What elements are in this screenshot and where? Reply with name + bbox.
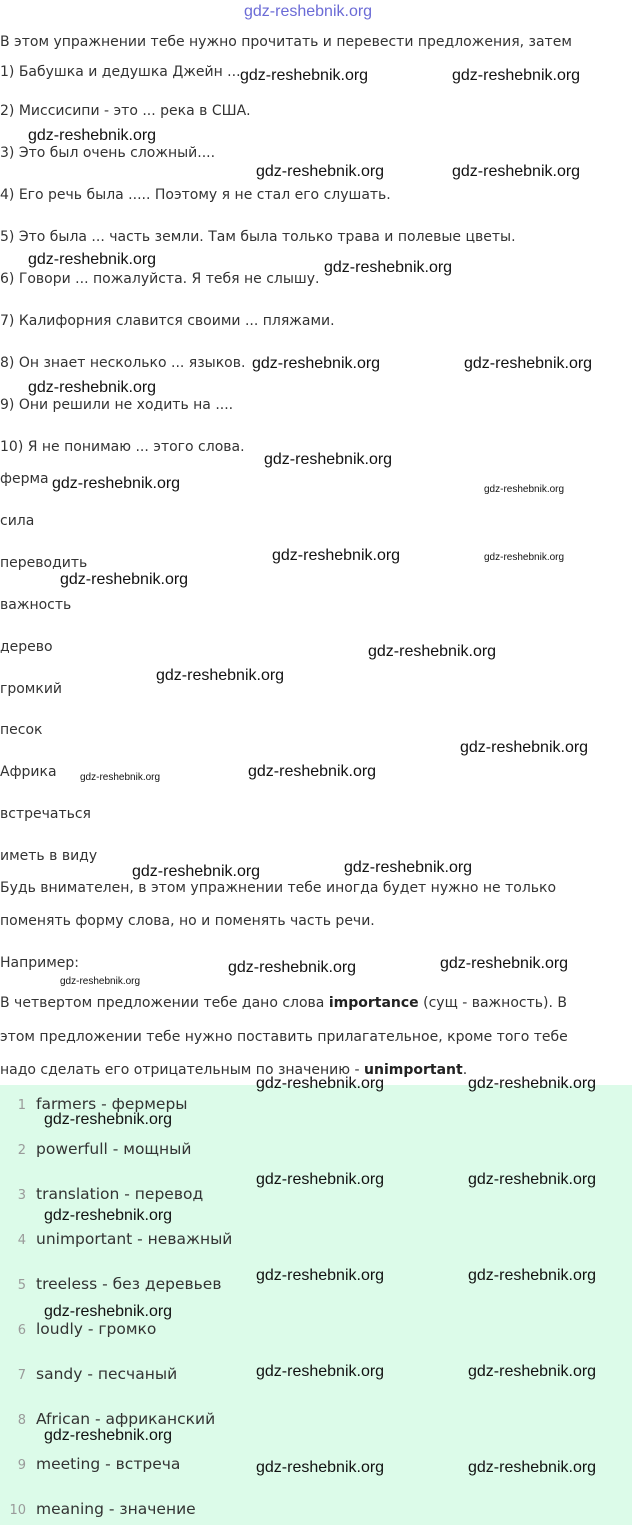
sentence-1: 1) Бабушка и дедушка Джейн ... <box>0 64 241 80</box>
watermark-small: gdz-reshebnik.org <box>484 552 565 563</box>
answer-text: meaning - значение <box>36 1500 196 1518</box>
watermark: gdz-reshebnik.org <box>256 1075 385 1092</box>
watermark: gdz-reshebnik.org <box>468 1171 597 1188</box>
word-8: Африка <box>0 764 57 780</box>
answer-5 <box>0 1275 221 1293</box>
answer-text: meeting - встреча <box>36 1455 181 1473</box>
word-6: громкий <box>0 681 63 697</box>
answer-text: farmers - фермеры <box>36 1095 188 1113</box>
answer-text: loudly - громко <box>36 1320 157 1338</box>
watermark: gdz-reshebnik.org <box>256 1267 385 1284</box>
answer-text: translation - перевод <box>36 1185 204 1203</box>
answer-number: 6 <box>17 1323 26 1338</box>
watermark: gdz-reshebnik.org <box>44 1427 173 1444</box>
watermark: gdz-reshebnik.org <box>464 355 593 372</box>
watermark: gdz-reshebnik.org <box>256 163 385 180</box>
answer-number: 7 <box>17 1368 26 1383</box>
example-line-2: этом предложении тебе нужно поставить прилагательное, кроме того тебе <box>0 1029 568 1045</box>
watermark: gdz-reshebnik.org <box>252 355 381 372</box>
answer-text: sandy - песчаный <box>36 1365 178 1383</box>
note-line-2: поменять форму слова, но и поменять часть речи. <box>0 913 375 929</box>
watermark: gdz-reshebnik.org <box>156 667 285 684</box>
answer-number: 5 <box>17 1278 26 1293</box>
watermark: gdz-reshebnik.org <box>256 1459 385 1476</box>
watermark: gdz-reshebnik.org <box>60 571 189 588</box>
sentence-6: 6) Говори ... пожалуйста. Я тебя не слышу. <box>0 271 320 287</box>
word-1: ферма <box>0 471 49 487</box>
watermark: gdz-reshebnik.org <box>132 863 261 880</box>
watermark: gdz-reshebnik.org <box>452 67 581 84</box>
sentence-10: 10) Я не понимаю ... этого слова. <box>0 439 245 455</box>
sentence-7: 7) Калифорния славится своими ... пляжами. <box>0 313 335 329</box>
sentence-2: 2) Миссисипи - это ... река в США. <box>0 103 251 119</box>
answer-7 <box>0 1365 177 1383</box>
watermark: gdz-reshebnik.org <box>468 1459 597 1476</box>
watermark: gdz-reshebnik.org <box>272 547 401 564</box>
answer-number: 10 <box>9 1503 26 1518</box>
watermark: gdz-reshebnik.org <box>28 127 157 144</box>
watermark: gdz-reshebnik.org <box>468 1363 597 1380</box>
watermark: gdz-reshebnik.org <box>324 259 453 276</box>
sentence-5: 5) Это была ... часть земли. Там была только трава и полевые цветы. <box>0 229 516 245</box>
watermark: gdz-reshebnik.org <box>440 955 569 972</box>
answer-4 <box>0 1230 232 1248</box>
watermark: gdz-reshebnik.org <box>256 1171 385 1188</box>
example-word-unimportant: unimportant <box>364 1062 463 1078</box>
word-4: важность <box>0 597 72 613</box>
answer-number: 9 <box>17 1458 26 1473</box>
word-9: встречаться <box>0 806 91 822</box>
example-line-3-text-b: . <box>462 1062 468 1078</box>
intro-text: В этом упражнении тебе нужно прочитать и перевести предложения, затем <box>0 34 572 50</box>
answer-text: African - африканский <box>36 1410 216 1428</box>
watermark: gdz-reshebnik.org <box>44 1303 173 1320</box>
word-7: песок <box>0 722 43 738</box>
watermark: gdz-reshebnik.org <box>44 1111 173 1128</box>
example-line-1-text-a: В четвертом предложении тебе дано слова <box>0 995 329 1011</box>
word-3: переводить <box>0 555 88 571</box>
watermark: gdz-reshebnik.org <box>368 643 497 660</box>
answer-2 <box>0 1140 191 1158</box>
watermark: gdz-reshebnik.org <box>460 739 589 756</box>
answer-text: treeless - без деревьев <box>36 1275 222 1293</box>
answer-text: unimportant - неважный <box>36 1230 233 1248</box>
sentence-8: 8) Он знает несколько ... языков. <box>0 355 246 371</box>
answer-8 <box>0 1410 215 1428</box>
watermark: gdz-reshebnik.org <box>256 1363 385 1380</box>
watermark: gdz-reshebnik.org <box>52 475 181 492</box>
watermark: gdz-reshebnik.org <box>44 1207 173 1224</box>
answer-text: powerfull - мощный <box>36 1140 192 1158</box>
watermark-small: gdz-reshebnik.org <box>80 772 161 783</box>
example-line-3 <box>0 1062 467 1078</box>
example-line-3-text-a: надо сделать его отрицательным по значению - <box>0 1062 365 1078</box>
sentence-4: 4) Его речь была ..... Поэтому я не стал его слушать. <box>0 187 391 203</box>
sentence-3: 3) Это был очень сложный.... <box>0 145 216 161</box>
answer-6 <box>0 1320 156 1338</box>
watermark: gdz-reshebnik.org <box>264 451 393 468</box>
example-line-1-text-b: (сущ - важность). В <box>418 995 567 1011</box>
watermark-small: gdz-reshebnik.org <box>60 976 141 987</box>
watermark: gdz-reshebnik.org <box>228 959 357 976</box>
answer-3 <box>0 1185 203 1203</box>
watermark: gdz-reshebnik.org <box>344 859 473 876</box>
answer-number: 4 <box>17 1233 26 1248</box>
example-line-1 <box>0 995 567 1011</box>
example-label: Например: <box>0 955 80 971</box>
watermark: gdz-reshebnik.org <box>248 763 377 780</box>
note-line-1: Будь внимателен, в этом упражнении тебе иногда будет нужно не только <box>0 880 557 896</box>
answer-number: 2 <box>17 1143 26 1158</box>
word-10: иметь в виду <box>0 848 98 864</box>
watermark: gdz-reshebnik.org <box>452 163 581 180</box>
answer-9 <box>0 1455 180 1473</box>
watermark: gdz-reshebnik.org <box>28 251 157 268</box>
answer-number: 8 <box>17 1413 26 1428</box>
top-watermark: gdz-reshebnik.org <box>244 3 373 20</box>
watermark: gdz-reshebnik.org <box>468 1267 597 1284</box>
watermark-small: gdz-reshebnik.org <box>484 484 565 495</box>
answer-number: 3 <box>17 1188 26 1203</box>
watermark: gdz-reshebnik.org <box>240 67 369 84</box>
example-word-importance: importance <box>328 995 419 1011</box>
watermark: gdz-reshebnik.org <box>28 379 157 396</box>
word-2: сила <box>0 513 35 529</box>
sentence-9: 9) Они решили не ходить на .... <box>0 397 234 413</box>
watermark: gdz-reshebnik.org <box>468 1075 597 1092</box>
answer-10 <box>0 1500 196 1518</box>
answer-number: 1 <box>17 1098 26 1113</box>
word-5: дерево <box>0 639 53 655</box>
